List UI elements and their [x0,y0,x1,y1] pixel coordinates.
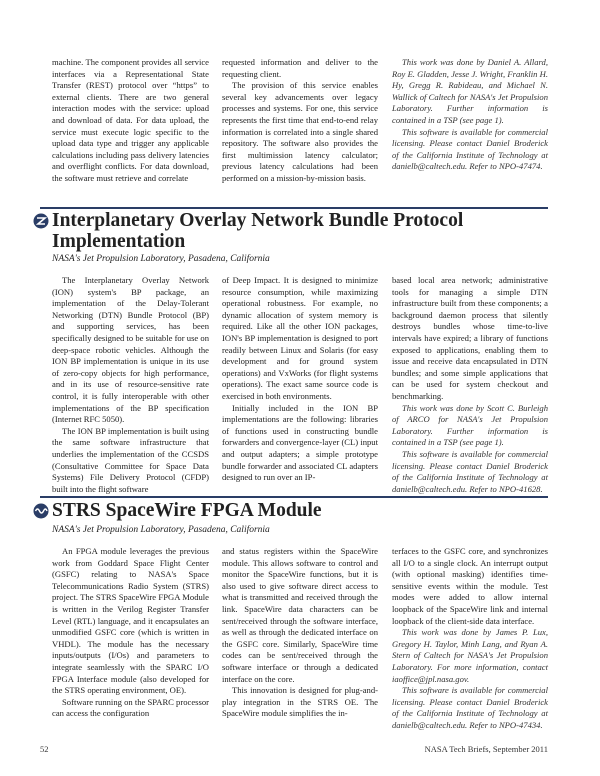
article1-column-2 [222,275,378,484]
article2-col2-para-2: This innovation is designed for plug-and-play integration in the STRS OE. The SpaceWire module simplifies the in- [222,685,378,719]
article2-col1-para-2: Software running on the SPARC processor can access the configuration [52,696,209,719]
article1-col3-licensing: This software is available for commercial licensing. Please contact Daniel Broderick of the California Institute of Technology at danielb@caltech.edu. Refer to NPO-41628. [392,448,548,494]
article1-byline: NASA's Jet Propulsion Laboratory, Pasadena, California [52,254,270,264]
article2-title: STRS SpaceWire FPGA Module [52,500,322,521]
article2-col2-para-1: and status registers within the SpaceWire module. This allows software to control and monitor the SpaceWire functions, but it is also used to give software direct access to what is transmitted and received through the link. SpaceWire data characters can be sent/received through the software interface, as well as through the dedicated interface on the GSFC core. Similarly, SpaceWire time codes can be sent/received through the software interface or through a dedicated interface on the core. [222,546,378,684]
article2-col1-para-1: An FPGA module leverages the previous work from Goddard Space Flight Center (GSFC) relating to NASA's Space Telecommunications Radio System (STRS) project. The STRS SpaceWire FPGA Module is written in the Verilog Register Transfer Level (RTL) language, and it encapsulates an unmodified GSFC core (which is written in VHDL). The module has the necessary inputs/outputs (I/Os) and parameters to integrate seamlessly with the SPARC I/O FPGA Interface module (also developed for the STRS operating environment, OE). [52,546,209,696]
article1-title-line1: Interplanetary Overlay Network Bundle Protocol [52,210,464,231]
article1-title-line2: Implementation [52,231,186,252]
article2-column-2 [222,546,378,720]
article1-col3-para-1: based local area network; administrative tools for managing a simple DTN infrastructure built from these components; a background daemon process that silently destroys bundles whose time-to-live intervals have expired; a library of functions exposed to applications, enabling them to issue and receive data encapsulated in DTN bundles; and some simple applications that can be used for system checkout and benchmarking. [392,275,548,401]
top-col3-licensing: This software is available for commercial licensing. Please contact Daniel Broderick of the California Institute of Technology at danielb@caltech.edu. Refer to NPO-47474. [392,126,548,172]
network-icon [33,213,49,229]
article1-col3-credit: This work was done by Scott C. Burleigh of ARCO for NASA's Jet Propulsion Laboratory. Further information is contained in a TSP (see page 1). [392,402,548,448]
top-col3-credit: This work was done by Daniel A. Allard, Roy E. Gladden, Jesse J. Wright, Franklin H. Hy, Gregg R. Rabideau, and Michael N. Wallick of Caltech for NASA's Jet Propulsion Laboratory. Further information is contained in a TSP (see page 1). [392,57,548,125]
article1-title [52,210,552,252]
top-col2-para-2: The provision of this service enables several key advancements over legacy processes and systems. For one, this service represents the first time that end-to-end relay information is correlated into a single shared repository. The software also provides the first multimission latency calculator; previous latency calculations had been performed on a mission-by-mission basis. [222,80,378,183]
top-column-2 [222,57,378,185]
article1-col2-para-1: of Deep Impact. It is designed to minimize resource consumption, while maximizing operational robustness. For example, no dynamic allocation of system memory is required. Like all the other ION packages, ION's BP implementation is designed to port readily between Linux and Solaris (for easy development and for ground system operations) and VxWorks (for flight systems operations). The exact same source code is exercised in both environments. [222,275,378,401]
article1-col2-para-2: Initially included in the ION BP implementations are the following: libraries of functions used in constructing bundle forwarders and convergence-layer (CL) input and output adapters; a simple prototype bundle forwarder and associated CL adapters designed to run over an IP- [222,402,378,483]
article2-col3-licensing: This software is available for commercial licensing. Please contact Daniel Broderick of the California Institute of Technology at danielb@caltech.edu. Refer to NPO-47434. [392,685,548,730]
article2-column-1 [52,546,209,720]
article2-column-3 [392,546,548,732]
article2-top-rule [40,496,548,498]
top-column-1 [52,57,209,185]
article1-top-rule [40,207,548,209]
top-column-3 [392,57,548,173]
article2-col3-para-1: terfaces to the GSFC core, and synchronizes all I/O to a single clock. An interrupt output (with optional masking) identifies time-sensitive events within the module. Test modes were added to allow internal loopback of the SpaceWire link and internal loopback of the client-side data interface. [392,546,548,626]
article1-column-1 [52,275,209,495]
article2-byline: NASA's Jet Propulsion Laboratory, Pasadena, California [52,525,270,535]
article2-col3-credit: This work was done by James P. Lux, Gregory H. Taylor, Minh Lang, and Ryan A. Stern of Caltech for NASA's Jet Propulsion Laboratory. For more information, contact iaoffice@jpl.nasa.gov. [392,627,548,684]
top-col1-para: machine. The component provides all service interfaces via a Representational State Transfer (REST) protocol over “https” to external clients. There are two general interaction modes with the service: upload and download of data. For data upload, the service must execute logic specific to the upload data type and trigger any applicable calculations including pass delivery latencies and overflight conflicts. For data download, the software must retrieve and correlate [52,57,209,183]
article1-col1-para-2: The ION BP implementation is built using the same software infrastructure that underlies the implementation of the CCSDS (Consultative Committee for Space Data Systems) File Delivery Protocol (CFDP) built into the flight software [52,425,209,494]
article1-column-3 [392,275,548,495]
wave-icon [33,503,49,519]
publication-footer: NASA Tech Briefs, September 2011 [424,744,548,754]
top-col2-para-1: requested information and deliver to the requesting client. [222,57,378,79]
page-number: 52 [40,744,49,754]
article1-col1-para-1: The Interplanetary Overlay Network (ION) system's BP package, an implementation of the Delay-Tolerant Networking (DTN) Bundle Protocol (BP) and supporting services, has been specifically designed to be suitable for use on deep-space robotic vehicles. Although the ION BP implementation is unique in its use of zero-copy objects for high performance, and in its use of resource-sensitive rate control, it is fully interoperable with other implementations of the BP specification (Internet RFC 5050). [52,275,209,425]
